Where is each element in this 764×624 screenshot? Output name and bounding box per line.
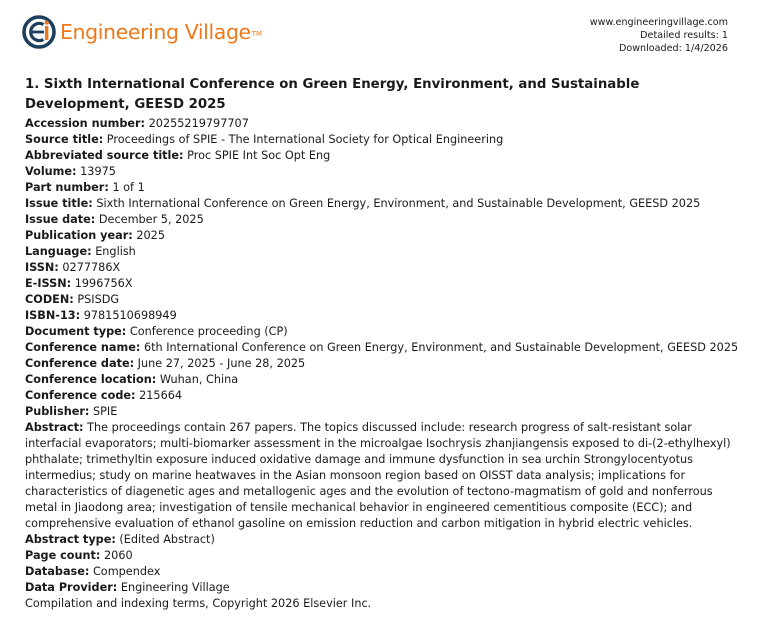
field-value: Engineering Village <box>120 581 230 594</box>
field-publisher <box>25 404 735 420</box>
field-label: ISBN-13: <box>25 309 81 322</box>
field-issue-title <box>25 196 735 212</box>
field-abstract <box>25 420 735 532</box>
field-publication-year <box>25 228 735 244</box>
field-value: Proceedings of SPIE - The International Society for Optical Engineering <box>106 133 504 146</box>
field-issn <box>25 260 735 276</box>
field-label: Issue title: <box>25 197 93 210</box>
field-value: 6th International Conference on Green Energy, Environment, and Sustainable Development, GEESD 2025 <box>143 341 739 354</box>
field-label: CODEN: <box>25 293 74 306</box>
field-label: Conference date: <box>25 357 135 370</box>
field-label: Abstract type: <box>25 533 116 546</box>
field-document-type <box>25 324 735 340</box>
field-value: 1996756X <box>74 277 133 290</box>
field-value: Compendex <box>92 565 161 578</box>
field-database <box>25 564 735 580</box>
field-issue-date <box>25 212 735 228</box>
field-conference-code <box>25 388 735 404</box>
field-label: Source title: <box>25 133 104 146</box>
download-info <box>590 16 728 55</box>
field-label: Publication year: <box>25 229 133 242</box>
record-title: 1. Sixth International Conference on Green Energy, Environment, and Sustainable Development, GEESD 2025 <box>25 77 640 112</box>
download-date: Downloaded: 1/4/2026 <box>618 43 728 54</box>
field-label: Conference name: <box>25 341 141 354</box>
field-accession-number <box>25 116 735 132</box>
logo <box>22 15 262 49</box>
field-data-provider <box>25 580 735 596</box>
record-fields <box>25 116 739 612</box>
field-value: Proc SPIE Int Soc Opt Eng <box>187 149 331 162</box>
field-value: December 5, 2025 <box>98 213 204 226</box>
field-conference-location <box>25 372 735 388</box>
field-label: Accession number: <box>25 117 146 130</box>
field-isbn-13 <box>25 308 735 324</box>
field-source-title <box>25 132 735 148</box>
field-value: (Edited Abstract) <box>119 533 215 546</box>
field-conference-name <box>25 340 739 356</box>
field-value: 2025 <box>136 229 165 242</box>
field-abbreviated-source-title <box>25 148 735 164</box>
field-label: Conference code: <box>25 389 136 402</box>
field-value: English <box>95 245 136 258</box>
field-label: Document type: <box>25 325 127 338</box>
site-url: www.engineeringvillage.com <box>589 17 728 28</box>
field-label: Page count: <box>25 549 101 562</box>
brand-name: Engineering Village <box>60 20 251 44</box>
field-conference-date <box>25 356 735 372</box>
field-label: Conference location: <box>25 373 157 386</box>
field-value: 1 of 1 <box>112 181 145 194</box>
field-label: ISSN: <box>25 261 59 274</box>
field-e-issn <box>25 276 735 292</box>
field-value: 215664 <box>139 389 183 402</box>
field-volume <box>25 164 735 180</box>
field-value: 20255219797707 <box>148 117 249 130</box>
field-label: Abbreviated source title: <box>25 149 184 162</box>
detailed-results-count: Detailed results: 1 <box>640 30 728 41</box>
field-coden <box>25 292 735 308</box>
page-header <box>0 0 764 70</box>
field-label: Database: <box>25 565 90 578</box>
field-page-count <box>25 548 735 564</box>
field-value: June 27, 2025 - June 28, 2025 <box>137 357 306 370</box>
field-value: 2060 <box>104 549 133 562</box>
field-language <box>25 244 735 260</box>
engineering-village-logo-icon <box>22 15 56 49</box>
field-label: Part number: <box>25 181 109 194</box>
field-value: Wuhan, China <box>159 373 239 386</box>
field-value: Sixth International Conference on Green Energy, Environment, and Sustainable Development, GEESD 2025 <box>96 197 701 210</box>
field-value: 0277786X <box>62 261 121 274</box>
field-label: Data Provider: <box>25 581 118 594</box>
field-label: Abstract: <box>25 421 84 434</box>
brand-trademark: TM <box>251 30 263 38</box>
field-label: Volume: <box>25 165 77 178</box>
field-value: Conference proceeding (CP) <box>129 325 288 338</box>
field-value: 13975 <box>80 165 116 178</box>
field-part-number <box>25 180 735 196</box>
field-value: The proceedings contain 267 papers. The topics discussed include: research progress of salt-resistant solar interfacial evaporators; multi-biomarker assessment in the microalgae Isochrysis zhanjiangensis exposed to di-(2-ethylhexyl) phthalate; trimethyltin exposure induced oxidative damage and immune dysfunction in sea urchin Strongylocentyotus intermedius; study on marine heatwaves in the Asian monsoon region based on OISST data analysis; implications for characteristics of diagenetic ages and metallogenic ages and the evolution of tectono-magmatism of gold and nonferrous metal in Jiaodong area; investigation of tensile mechanical behavior in engineered cementitious composite (ECC); and comprehensive evaluation of ethanol gasoline on emission reduction and carbon mitigation in hybrid electric vehicles. <box>25 421 731 530</box>
field-abstract-type <box>25 532 735 548</box>
field-value: SPIE <box>92 405 118 418</box>
field-label: Language: <box>25 245 92 258</box>
field-label: Issue date: <box>25 213 96 226</box>
field-label: E-ISSN: <box>25 277 72 290</box>
field-label: Publisher: <box>25 405 90 418</box>
field-value: 9781510698949 <box>83 309 177 322</box>
field-value: PSISDG <box>77 293 120 306</box>
copyright-notice: Compilation and indexing terms, Copyright 2026 Elsevier Inc. <box>25 597 372 610</box>
